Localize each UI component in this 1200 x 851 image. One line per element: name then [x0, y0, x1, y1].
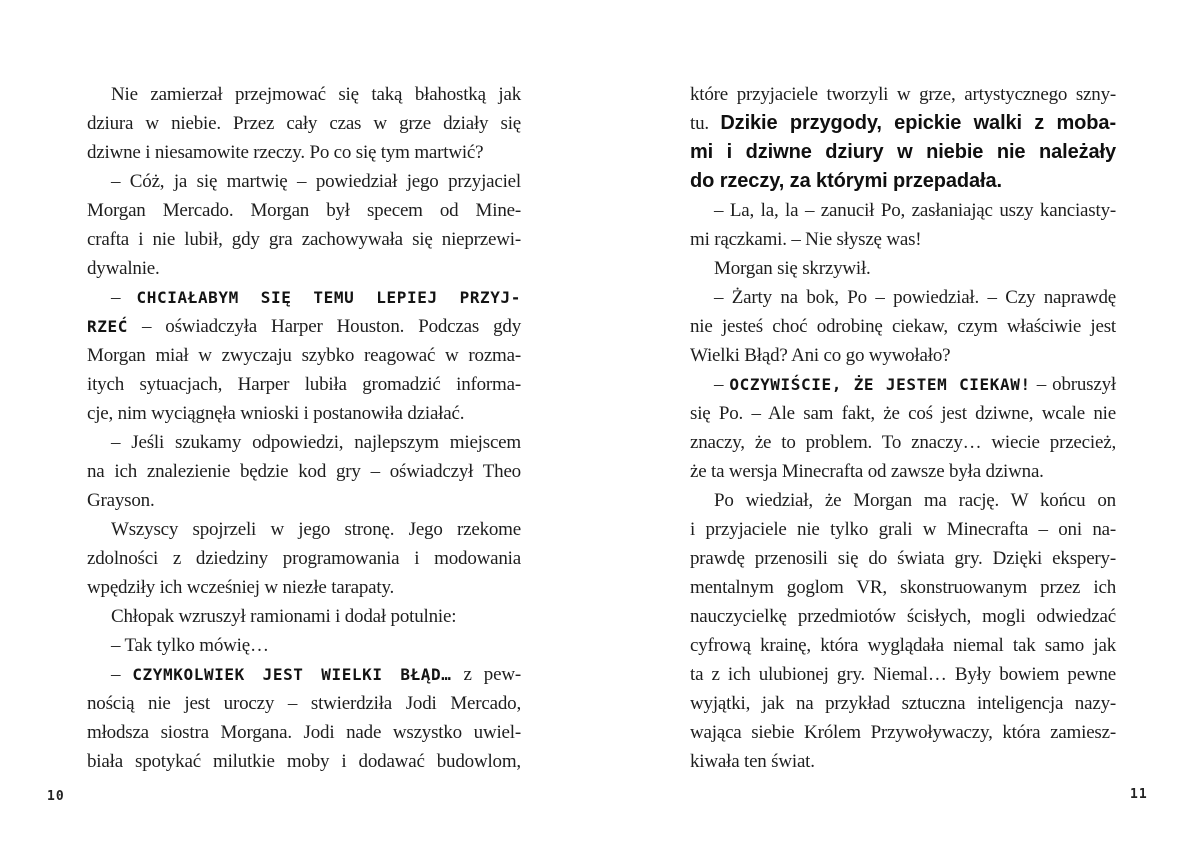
text-line — [690, 109, 1116, 138]
serif-text: wpędziły ich wcześniej w niezłe tarapaty. — [87, 577, 395, 598]
serif-text: mi rączkami. – Nie słyszę was! — [690, 229, 922, 250]
text-line — [87, 573, 521, 602]
text-line — [87, 660, 521, 689]
serif-text: tu. — [690, 113, 721, 134]
text-line — [87, 486, 521, 515]
bold-sans-text: mi i dziwne dziury w niebie nie należały — [690, 141, 1116, 163]
text-line — [87, 428, 521, 457]
text-line — [87, 312, 521, 341]
serif-text: prawdę przenosili się do świata gry. Dzięki ekspery- — [690, 548, 1116, 569]
serif-text: wyjątki, jak na przykład sztuczna inteligencja nazy- — [690, 693, 1116, 714]
text-line — [87, 225, 521, 254]
serif-text: kiwała ten świat. — [690, 751, 815, 772]
text-line — [87, 457, 521, 486]
serif-text: itych sytuacjach, Harper lubiła gromadzić informa- — [87, 374, 521, 395]
serif-text: – Tak tylko mówię… — [111, 635, 269, 656]
serif-text: które przyjaciele tworzyli w grze, artystycznego szny- — [690, 84, 1116, 105]
serif-text: – — [111, 287, 137, 308]
serif-text: i przyjaciele nie tylko grali w Minecrafta – oni na- — [690, 519, 1116, 540]
text-line — [87, 109, 521, 138]
text-line — [690, 283, 1116, 312]
text-line — [87, 283, 521, 312]
serif-text: crafta i nie lubił, gdy gra zachowywała się nieprzewi- — [87, 229, 521, 250]
serif-text: zdolności z dziedziny programowania i modowania — [87, 548, 521, 569]
serif-text: dziura w niebie. Przez cały czas w grze działy się — [87, 113, 521, 134]
text-line — [87, 631, 521, 660]
text-line — [87, 370, 521, 399]
serif-text: – obruszył — [1030, 374, 1116, 395]
serif-text: – Jeśli szukamy odpowiedzi, najlepszym miejscem — [111, 432, 521, 453]
serif-text: – oświadczyła Harper Houston. Podczas gdy — [127, 316, 521, 337]
text-line — [690, 457, 1116, 486]
serif-text: z pew- — [451, 664, 521, 685]
serif-text: że ta wersja Minecrafta od zawsze była dziwna. — [690, 461, 1044, 482]
text-line — [690, 747, 1116, 776]
serif-text: cje, nim wyciągnęła wnioski i postanowiła działać. — [87, 403, 465, 424]
text-line — [690, 602, 1116, 631]
pixel-font-text: CZYMKOLWIEK JEST WIELKI BŁĄD… — [132, 665, 452, 684]
text-line — [690, 486, 1116, 515]
serif-text: na ich znalezienie będzie kod gry – oświadczył Theo — [87, 461, 521, 482]
serif-text: dziwne i niesamowite rzeczy. Po co się tym martwić? — [87, 142, 484, 163]
serif-text: – — [111, 664, 133, 685]
serif-text: Nie zamierzał przejmować się taką błahostką jak — [111, 84, 521, 105]
text-line — [87, 689, 521, 718]
serif-text: się Po. – Ale sam fakt, że coś jest dziwne, wcale nie — [690, 403, 1116, 424]
text-line — [690, 631, 1116, 660]
text-line — [87, 515, 521, 544]
text-line — [690, 718, 1116, 747]
text-line — [690, 689, 1116, 718]
text-line — [690, 370, 1116, 399]
text-line — [690, 399, 1116, 428]
text-line — [690, 196, 1116, 225]
serif-text: Wielki Błąd? Ani co go wywołało? — [690, 345, 951, 366]
serif-text: biała spotykać milutkie moby i dodawać budowlom, — [87, 751, 521, 772]
bold-sans-text: do rzeczy, za którymi przepadała. — [690, 170, 1002, 192]
page-number-right: 11 — [1130, 787, 1148, 802]
serif-text: Morgan Mercado. Morgan był specem od Mine- — [87, 200, 521, 221]
text-line — [690, 660, 1116, 689]
text-line — [87, 602, 521, 631]
serif-text: nie jesteś choć odrobinę ciekaw, czym właściwie jest — [690, 316, 1116, 337]
text-line — [690, 428, 1116, 457]
serif-text: Chłopak wzruszył ramionami i dodał potulnie: — [111, 606, 457, 627]
text-line — [690, 254, 1116, 283]
pixel-font-text: RZEĆ — [87, 317, 128, 336]
page-right-text-column — [690, 80, 1116, 776]
text-line — [690, 138, 1116, 167]
page-left-text-column — [87, 80, 521, 776]
text-line — [690, 544, 1116, 573]
text-line — [87, 544, 521, 573]
text-line — [87, 80, 521, 109]
serif-text: Morgan się skrzywił. — [714, 258, 871, 279]
text-line — [690, 515, 1116, 544]
text-line — [87, 747, 521, 776]
serif-text: znaczy, że to problem. To znaczy… wiecie przecież, — [690, 432, 1116, 453]
text-line — [87, 254, 521, 283]
text-line — [690, 312, 1116, 341]
serif-text: nauczycielkę przedmiotów ścisłych, mogli odwiedzać — [690, 606, 1116, 627]
text-line — [87, 399, 521, 428]
serif-text: cyfrową krainę, która wyglądała niemal tak samo jak — [690, 635, 1116, 656]
serif-text: – Cóż, ja się martwię – powiedział jego przyjaciel — [111, 171, 521, 192]
pixel-font-text: OCZYWIŚCIE, ŻE JESTEM CIEKAW! — [729, 375, 1031, 394]
serif-text: nością nie jest uroczy – stwierdziła Jodi Mercado, — [87, 693, 521, 714]
text-line — [87, 718, 521, 747]
text-line — [690, 167, 1116, 196]
text-line — [87, 341, 521, 370]
text-line — [690, 573, 1116, 602]
serif-text: Morgan miał w zwyczaju szybko reagować w rozma- — [87, 345, 521, 366]
serif-text: – — [714, 374, 730, 395]
text-line — [87, 167, 521, 196]
serif-text: ta z ich ulubionej gry. Niemal… Były bowiem pewne — [690, 664, 1116, 685]
serif-text: Wszyscy spojrzeli w jego stronę. Jego rzekome — [111, 519, 521, 540]
text-line — [87, 196, 521, 225]
text-line — [690, 225, 1116, 254]
serif-text: mentalnym goglom VR, skonstruowanym przez ich — [690, 577, 1116, 598]
text-line — [690, 80, 1116, 109]
serif-text: – Żarty na bok, Po – powiedział. – Czy naprawdę — [714, 287, 1116, 308]
page-number-left: 10 — [47, 789, 65, 804]
serif-text: młodsza siostra Morgana. Jodi nade wszystko uwiel- — [87, 722, 521, 743]
text-line — [87, 138, 521, 167]
serif-text: dywalnie. — [87, 258, 160, 279]
text-line — [690, 341, 1116, 370]
serif-text: wająca siebie Królem Przywoływaczy, która zamiesz- — [690, 722, 1116, 743]
pixel-font-text: CHCIAŁABYM SIĘ TEMU LEPIEJ PRZYJ- — [136, 288, 521, 307]
serif-text: Grayson. — [87, 490, 155, 511]
serif-text: Po wiedział, że Morgan ma rację. W końcu on — [714, 490, 1116, 511]
bold-sans-text: Dzikie przygody, epickie walki z moba- — [720, 112, 1117, 134]
serif-text: – La, la, la – zanucił Po, zasłaniając uszy kanciasty- — [714, 200, 1116, 221]
